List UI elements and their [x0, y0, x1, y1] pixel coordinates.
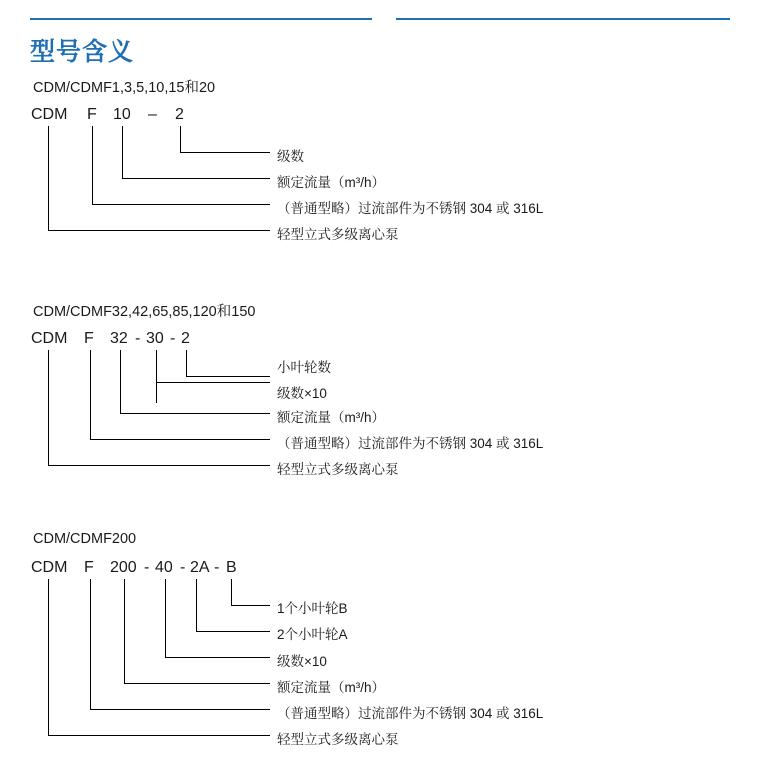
block-3-leader-2-horizontal	[196, 631, 270, 632]
block-2-legend-4: 轻型立式多级离心泵	[277, 462, 399, 477]
block-1-leader-1-horizontal	[180, 152, 270, 153]
block-3-heading: CDM/CDMF200	[33, 531, 137, 547]
block-3-legend-1: 2个小叶轮A	[277, 627, 348, 642]
block-2-leader-2-horizontal	[156, 382, 270, 383]
block-3-leader-1-vertical	[231, 579, 232, 606]
block-2-leader-3-horizontal	[120, 413, 270, 414]
block-1-code-seg-1: F	[87, 106, 97, 123]
page-title: 型号含义	[30, 38, 135, 66]
block-3-legend-0: 1个小叶轮B	[277, 601, 348, 616]
block-3-code-seg-4: 40	[155, 559, 173, 576]
block-3-leader-4-vertical	[124, 579, 125, 684]
block-1-code-seg-2: 10	[113, 106, 131, 123]
block-3-leader-4-horizontal	[124, 683, 270, 684]
block-1-code-seg-0: CDM	[31, 106, 68, 123]
block-2-code-seg-5: -	[170, 330, 176, 347]
block-1-heading: CDM/CDMF1,3,5,10,15和20	[33, 80, 216, 96]
block-1-legend-3: 轻型立式多级离心泵	[277, 227, 399, 242]
block-2-code-seg-1: F	[84, 330, 94, 347]
block-3-leader-2-vertical	[196, 579, 197, 632]
block-3-code-seg-2: 200	[110, 559, 137, 576]
block-3-legend-3: 额定流量（m³/h）	[277, 680, 385, 695]
block-2-leader-2-vertical	[156, 350, 157, 403]
block-2-heading: CDM/CDMF32,42,65,85,120和150	[33, 304, 256, 320]
block-3-code-seg-0: CDM	[31, 559, 68, 576]
block-1-legend-0: 级数	[277, 149, 304, 164]
block-2-legend-3: （普通型略）过流部件为不锈钢 304 或 316L	[277, 436, 544, 451]
block-2-leader-1-horizontal	[186, 376, 270, 377]
block-3-leader-1-horizontal	[231, 605, 270, 606]
block-3-code-seg-5: -	[180, 559, 186, 576]
block-2-code-seg-4: 30	[146, 330, 164, 347]
block-2-leader-5-vertical	[48, 350, 49, 466]
block-2-legend-2: 额定流量（m³/h）	[277, 410, 385, 425]
block-2-leader-5-horizontal	[48, 465, 270, 466]
block-3-leader-5-horizontal	[90, 709, 270, 710]
block-1-leader-3-horizontal	[92, 204, 270, 205]
header-rule-left	[30, 18, 372, 20]
block-3-leader-3-vertical	[165, 579, 166, 658]
block-1-leader-1-vertical	[180, 126, 181, 153]
block-3-leader-5-vertical	[90, 579, 91, 710]
block-3-leader-6-vertical	[48, 579, 49, 736]
block-3-code-seg-1: F	[84, 559, 94, 576]
block-1-legend-1: 额定流量（m³/h）	[277, 175, 385, 190]
block-1-leader-4-horizontal	[48, 230, 270, 231]
block-3-legend-5: 轻型立式多级离心泵	[277, 732, 399, 747]
block-3-leader-6-horizontal	[48, 735, 270, 736]
block-2-code-seg-3: -	[135, 330, 141, 347]
block-1-leader-3-vertical	[92, 126, 93, 205]
block-2-code-seg-2: 32	[110, 330, 128, 347]
block-1-leader-2-vertical	[122, 126, 123, 179]
block-3-code-seg-6: 2A	[190, 559, 210, 576]
block-3-code-seg-7: -	[214, 559, 220, 576]
header-rules	[30, 18, 730, 20]
block-3-legend-4: （普通型略）过流部件为不锈钢 304 或 316L	[277, 706, 544, 721]
block-2-leader-3-vertical	[120, 350, 121, 414]
block-1-code-seg-4: 2	[175, 106, 184, 123]
block-2-legend-1: 级数×10	[277, 386, 327, 401]
block-2-leader-4-vertical	[90, 350, 91, 440]
block-3-leader-3-horizontal	[165, 657, 270, 658]
block-3-code-seg-3: -	[144, 559, 150, 576]
block-1-leader-2-horizontal	[122, 178, 270, 179]
header-rule-right	[396, 18, 730, 20]
block-2-code-seg-0: CDM	[31, 330, 68, 347]
block-2-legend-0: 小叶轮数	[277, 360, 331, 375]
block-1-leader-4-vertical	[48, 126, 49, 231]
block-1-legend-2: （普通型略）过流部件为不锈钢 304 或 316L	[277, 201, 544, 216]
block-3-legend-2: 级数×10	[277, 654, 327, 669]
block-2-leader-4-horizontal	[90, 439, 270, 440]
block-3-code-seg-8: B	[226, 559, 237, 576]
block-2-leader-1-vertical	[186, 350, 187, 377]
block-1-code-seg-3: –	[148, 106, 157, 123]
block-2-code-seg-6: 2	[181, 330, 190, 347]
